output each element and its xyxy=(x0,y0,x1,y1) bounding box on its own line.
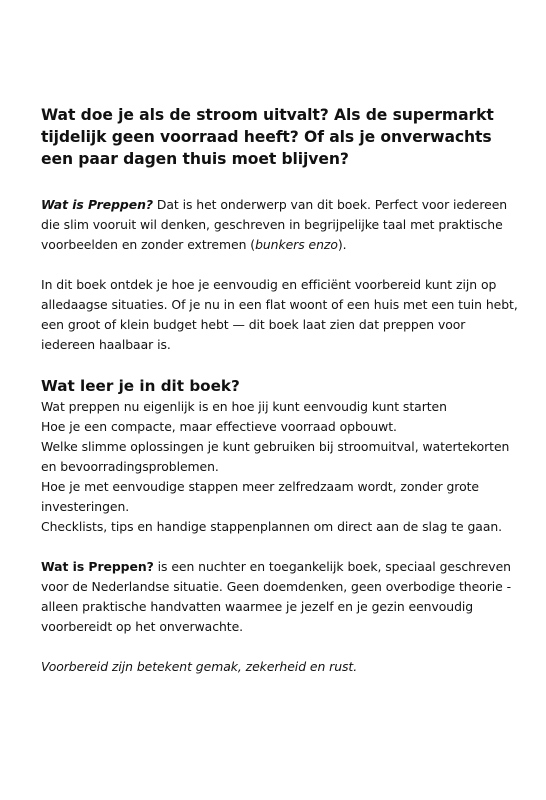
list-item: Hoe je met eenvoudige stappen meer zelfredzaam wordt, zonder grote investeringen. xyxy=(41,479,479,514)
paragraph-2: In dit boek ontdek je hoe je eenvoudig en efficiënt voorbereid kunt zijn op alledaagse situaties. Of je nu in een flat woont of een huis met een tuin hebt, een groot of klein budget hebt — dit boek laat zien dat preppen voor iedereen haalbaar is. xyxy=(41,277,518,352)
closing-text: is een nuchter en toegankelijk boek, speciaal geschreven voor de Nederlandse situatie. Geen doemdenken, geen overbodige theorie - alleen praktische handvatten waarmee je jezelf en je gezin eenvoudig voorbereidt op het onverwachte. xyxy=(41,559,512,634)
list-item: Hoe je een compacte, maar effectieve voorraad opbouwt. xyxy=(41,419,397,434)
headline: Wat doe je als de stroom uitvalt? Als de supermarkt tijdelijk geen voorraad heeft? Of als je onverwachts een paar dagen thuis moet blijven? xyxy=(41,106,494,168)
spacer xyxy=(41,637,521,657)
intro-lead: Wat is Preppen? xyxy=(41,197,153,212)
back-cover-text xyxy=(41,104,521,677)
tagline: Voorbereid zijn betekent gemak, zekerheid en rust. xyxy=(41,659,358,674)
closing-lead: Wat is Preppen? xyxy=(41,559,154,574)
intro-italic: bunkers enzo xyxy=(255,237,338,252)
learn-list xyxy=(41,397,521,537)
intro-text-end: ). xyxy=(337,237,347,252)
list-item: Welke slimme oplossingen je kunt gebruiken bij stroomuitval, watertekorten en bevoorradingsproblemen. xyxy=(41,439,510,474)
list-item: Wat preppen nu eigenlijk is en hoe jij kunt eenvoudig kunt starten xyxy=(41,399,447,414)
spacer xyxy=(41,355,521,375)
closing-paragraph xyxy=(41,557,521,637)
spacer xyxy=(41,255,521,275)
spacer xyxy=(41,537,521,557)
intro-paragraph xyxy=(41,195,521,255)
list-item: Checklists, tips en handige stappenplannen om direct aan de slag te gaan. xyxy=(41,519,503,534)
intro-text: Dat is het onderwerp van dit boek. Perfect voor iedereen die slim vooruit wil denken, geschreven in begrijpelijke taal met praktische voorbeelden en zonder extremen ( xyxy=(41,197,508,252)
subheading: Wat leer je in dit boek? xyxy=(41,377,240,395)
